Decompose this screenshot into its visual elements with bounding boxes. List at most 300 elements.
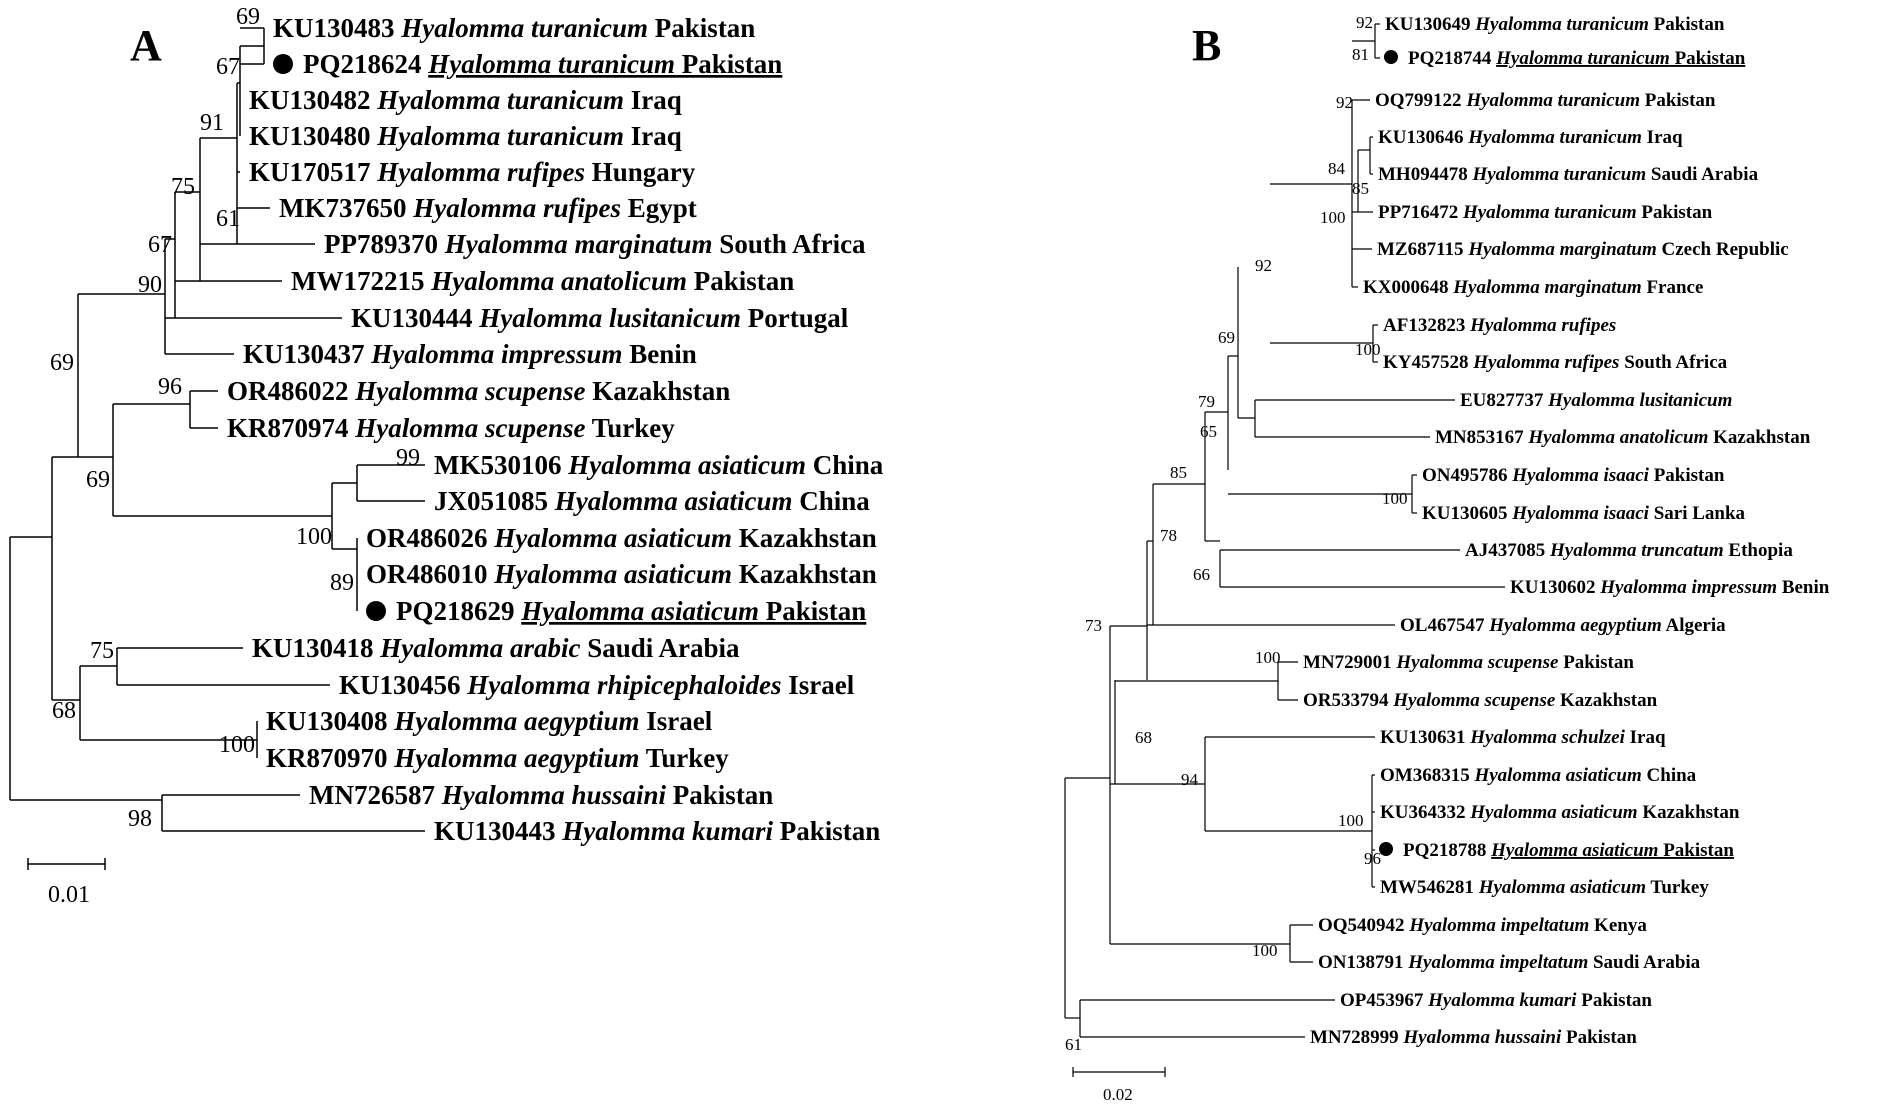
taxon-text — [249, 121, 682, 151]
accession-number: PQ218744 — [1408, 48, 1497, 69]
accession-number: KU130483 — [273, 13, 402, 43]
accession-number: ON495786 — [1422, 465, 1513, 486]
taxon-text — [1375, 90, 1716, 111]
taxon-text — [243, 339, 697, 369]
taxon-label — [351, 303, 849, 333]
accession-number: KU130482 — [249, 85, 378, 115]
location-name: Pakistan — [1658, 840, 1734, 861]
panel-a-tree — [10, 4, 884, 908]
accession-number: OQ799122 — [1375, 90, 1467, 111]
taxon-text — [396, 596, 866, 626]
bootstrap-value: 84 — [1328, 159, 1345, 178]
accession-number: OM368315 — [1380, 765, 1475, 786]
species-name: Hyalomma asiaticum — [1478, 877, 1646, 898]
taxon-text — [1383, 315, 1616, 336]
location-name: Hungary — [585, 157, 696, 187]
study-sample-marker-icon — [1379, 842, 1393, 856]
accession-number: KU130437 — [243, 339, 372, 369]
bootstrap-value: 67 — [148, 232, 172, 258]
species-name: Hyalomma asiaticum — [1470, 802, 1638, 823]
taxon-label — [434, 816, 880, 846]
accession-number: MN729001 — [1303, 652, 1397, 673]
bootstrap-value: 100 — [1320, 208, 1346, 227]
species-name: Hyalomma aegyptium — [1489, 615, 1662, 636]
location-name: Sari Lanka — [1648, 503, 1746, 524]
taxon-text — [1408, 48, 1746, 69]
accession-number: KR870970 — [266, 743, 395, 773]
taxon-text — [303, 49, 782, 79]
taxon-label — [273, 13, 755, 43]
taxon-text — [1435, 427, 1811, 448]
location-name: Kenya — [1589, 915, 1647, 936]
taxon-label — [1340, 990, 1652, 1011]
species-name: Hyalomma scupense — [355, 376, 586, 406]
bootstrap-value: 69 — [50, 350, 74, 376]
bootstrap-value: 85 — [1170, 463, 1187, 482]
bootstrap-value: 78 — [1160, 526, 1177, 545]
species-name: Hyalomma asiaticum — [1474, 765, 1642, 786]
location-name: Algeria — [1661, 615, 1726, 636]
accession-number: KU130646 — [1378, 127, 1469, 148]
taxon-label — [1378, 202, 1713, 223]
species-name: Hyalomma isaaci — [1512, 465, 1649, 486]
taxon-text — [309, 780, 773, 810]
taxon-label — [227, 413, 675, 443]
bootstrap-value: 100 — [219, 732, 255, 758]
taxon-text — [1378, 202, 1713, 223]
location-name: Saudi Arabia — [1646, 164, 1759, 185]
taxon-label — [434, 450, 884, 480]
taxon-label — [1303, 690, 1658, 711]
location-name: Kazakhstan — [1708, 427, 1811, 448]
accession-number: MN728999 — [1310, 1027, 1404, 1048]
taxon-label — [366, 559, 877, 589]
bootstrap-value: 100 — [1382, 489, 1408, 508]
taxon-text — [1378, 164, 1759, 185]
bootstrap-value: 81 — [1352, 45, 1369, 64]
bootstrap-value: 92 — [1336, 93, 1353, 112]
taxon-text — [1422, 465, 1725, 486]
location-name: Pakistan — [1636, 202, 1713, 223]
location-name: Benin — [622, 339, 697, 369]
species-name: Hyalomma marginatum — [1453, 277, 1642, 298]
taxon-text — [1303, 652, 1634, 673]
taxon-label — [1363, 277, 1703, 298]
accession-number: KU130631 — [1380, 727, 1471, 748]
taxon-label — [249, 121, 682, 151]
accession-number: KU130418 — [252, 633, 381, 663]
species-name: Hyalomma anatolicum — [1528, 427, 1709, 448]
species-name: Hyalomma hussaini — [441, 780, 667, 810]
taxon-text — [1310, 1027, 1637, 1048]
location-name: China — [792, 486, 870, 516]
species-name: Hyalomma lusitanicum — [1548, 390, 1733, 411]
taxon-label — [252, 633, 740, 663]
taxon-label — [1380, 877, 1709, 898]
taxon-text — [1510, 577, 1830, 598]
location-name: Pakistan — [1648, 465, 1725, 486]
taxon-text — [249, 85, 682, 115]
species-name: Hyalomma rufipes — [413, 193, 621, 223]
taxon-label — [1377, 239, 1789, 260]
species-name: Hyalomma scupense — [1393, 690, 1556, 711]
taxon-label — [366, 596, 866, 626]
species-name: Hyalomma asiaticum — [568, 450, 807, 480]
species-name: Hyalomma turanicum — [1462, 202, 1637, 223]
bootstrap-value: 91 — [200, 110, 224, 136]
bootstrap-value: 85 — [1352, 179, 1369, 198]
species-name: Hyalomma scupense — [1396, 652, 1559, 673]
location-name: Egypt — [621, 193, 697, 223]
taxon-text — [279, 193, 697, 223]
accession-number: PQ218624 — [303, 49, 429, 79]
location-name: Pakistan — [1561, 1027, 1637, 1048]
taxon-label — [1379, 840, 1734, 861]
taxon-label — [1380, 727, 1666, 748]
bootstrap-value: 75 — [90, 638, 114, 664]
taxon-text — [1318, 915, 1647, 936]
species-name: Hyalomma turanicum — [428, 49, 676, 79]
taxon-label — [1435, 427, 1811, 448]
bootstrap-value: 98 — [128, 806, 152, 832]
location-name: South Africa — [712, 229, 866, 259]
location-name: Pakistan — [1669, 48, 1746, 69]
bootstrap-value: 69 — [1218, 328, 1235, 347]
species-name: Hyalomma lusitanicum — [479, 303, 742, 333]
species-name: Hyalomma asiaticum — [1491, 840, 1659, 861]
accession-number: MN853167 — [1435, 427, 1529, 448]
location-name: China — [806, 450, 884, 480]
accession-number: KU130443 — [434, 816, 563, 846]
taxon-label — [324, 229, 866, 259]
taxon-label — [1318, 952, 1701, 973]
location-name: Turkey — [1646, 877, 1709, 898]
taxon-text — [273, 13, 755, 43]
location-name: Pakistan — [1576, 990, 1652, 1011]
panel-b-label: B — [1192, 21, 1222, 70]
taxon-text — [1383, 352, 1728, 373]
taxon-label — [1383, 315, 1616, 336]
species-name: Hyalomma isaaci — [1512, 503, 1649, 524]
species-name: Hyalomma turanicum — [1472, 164, 1647, 185]
location-name: Pakistan — [675, 49, 783, 79]
taxon-text — [291, 266, 794, 296]
location-name: Pakistan — [1639, 90, 1716, 111]
study-sample-marker-icon — [1384, 50, 1398, 64]
species-name: Hyalomma rufipes — [1470, 315, 1617, 336]
taxon-text — [266, 706, 713, 736]
taxon-text — [434, 450, 884, 480]
taxon-text — [227, 413, 675, 443]
panel-a-label: A — [130, 21, 162, 70]
species-name: Hyalomma asiaticum — [494, 523, 733, 553]
location-name: Kazakhstan — [1555, 690, 1658, 711]
location-name: Pakistan — [648, 13, 756, 43]
accession-number: OR486026 — [366, 523, 495, 553]
study-sample-marker-icon — [273, 54, 293, 74]
species-name: Hyalomma asiaticum — [521, 596, 760, 626]
species-name: Hyalomma impeltatum — [1408, 952, 1589, 973]
location-name: Turkey — [639, 743, 729, 773]
accession-number: KU364332 — [1380, 802, 1471, 823]
species-name: Hyalomma marginatum — [1468, 239, 1657, 260]
location-name: Israel — [781, 670, 855, 700]
species-name: Hyalomma truncatum — [1549, 540, 1724, 561]
bootstrap-value: 66 — [1193, 565, 1210, 584]
accession-number: AJ437085 — [1465, 540, 1550, 561]
accession-number: KU130444 — [351, 303, 480, 333]
bootstrap-value: 96 — [158, 374, 182, 400]
accession-number: MW172215 — [291, 266, 432, 296]
accession-number: KY457528 — [1383, 352, 1474, 373]
taxon-label — [243, 339, 697, 369]
taxon-label — [1375, 90, 1716, 111]
accession-number: KU130649 — [1385, 14, 1476, 35]
taxon-text — [1422, 503, 1746, 524]
accession-number: KU130602 — [1510, 577, 1601, 598]
accession-number: ON138791 — [1318, 952, 1409, 973]
location-name: Iraq — [1624, 727, 1666, 748]
taxon-label — [291, 266, 794, 296]
taxon-text — [1377, 239, 1789, 260]
bootstrap-value: 96 — [1364, 849, 1381, 868]
taxon-text — [1380, 802, 1740, 823]
taxon-label — [366, 523, 877, 553]
species-name: Hyalomma kumari — [1428, 990, 1577, 1011]
location-name: Pakistan — [687, 266, 795, 296]
location-name: Iraq — [1641, 127, 1683, 148]
taxon-text — [249, 157, 696, 187]
location-name: Kazakhstan — [585, 376, 731, 406]
taxon-text — [324, 229, 866, 259]
species-name: Hyalomma impressum — [371, 339, 623, 369]
bootstrap-value: 61 — [1065, 1035, 1082, 1054]
species-name: Hyalomma schulzei — [1470, 727, 1625, 748]
taxon-label — [1318, 915, 1647, 936]
accession-number: MZ687115 — [1377, 239, 1469, 260]
accession-number: PP789370 — [324, 229, 445, 259]
taxon-label — [1380, 802, 1740, 823]
location-name: Pakistan — [759, 596, 867, 626]
taxon-label — [309, 780, 773, 810]
taxon-text — [1400, 615, 1726, 636]
location-name: Iraq — [624, 85, 682, 115]
accession-number: KU130480 — [249, 121, 378, 151]
accession-number: AF132823 — [1383, 315, 1471, 336]
taxon-label — [1378, 164, 1759, 185]
species-name: Hyalomma asiaticum — [494, 559, 733, 589]
species-name: Hyalomma arabic — [380, 633, 581, 663]
accession-number: OL467547 — [1400, 615, 1490, 636]
location-name: Kazakhstan — [732, 523, 877, 553]
taxon-label — [1422, 465, 1725, 486]
location-name: Iraq — [624, 121, 682, 151]
species-name: Hyalomma impeltatum — [1409, 915, 1590, 936]
species-name: Hyalomma turanicum — [377, 85, 625, 115]
bootstrap-value: 73 — [1085, 616, 1102, 635]
taxon-text — [351, 303, 849, 333]
taxon-label — [1380, 765, 1697, 786]
location-name: Benin — [1777, 577, 1830, 598]
taxon-text — [1318, 952, 1701, 973]
scale-bar-label-a: 0.01 — [48, 882, 90, 908]
bootstrap-value: 94 — [1181, 770, 1198, 789]
location-name: China — [1641, 765, 1697, 786]
taxon-text — [339, 670, 855, 700]
accession-number: OR486022 — [227, 376, 356, 406]
study-sample-marker-icon — [366, 601, 386, 621]
location-name: Portugal — [741, 303, 849, 333]
bootstrap-value: 100 — [1338, 811, 1364, 830]
accession-number: OP453967 — [1340, 990, 1429, 1011]
accession-number: JX051085 — [434, 486, 555, 516]
taxon-text — [1378, 127, 1683, 148]
location-name: Turkey — [585, 413, 675, 443]
taxon-text — [252, 633, 740, 663]
location-name: Pakistan — [1648, 14, 1725, 35]
accession-number: OQ540942 — [1318, 915, 1410, 936]
taxon-label — [249, 157, 696, 187]
bootstrap-value: 100 — [296, 524, 332, 550]
species-name: Hyalomma anatolicum — [431, 266, 687, 296]
bootstrap-value: 75 — [171, 174, 195, 200]
accession-number: KR870974 — [227, 413, 356, 443]
taxon-text — [1385, 14, 1725, 35]
taxon-label — [273, 49, 782, 79]
location-name: Israel — [639, 706, 713, 736]
bootstrap-value: 92 — [1356, 13, 1373, 32]
taxon-label — [266, 743, 729, 773]
bootstrap-value: 69 — [86, 467, 110, 493]
accession-number: OR533794 — [1303, 690, 1394, 711]
taxon-text — [434, 816, 880, 846]
accession-number: KU130408 — [266, 706, 395, 736]
bootstrap-value: 89 — [330, 570, 354, 596]
location-name: Pakistan — [773, 816, 881, 846]
location-name: Saudi Arabia — [580, 633, 740, 663]
species-name: Hyalomma rufipes — [377, 157, 585, 187]
bootstrap-value: 100 — [1255, 648, 1281, 667]
taxon-label — [339, 670, 855, 700]
bootstrap-value: 68 — [1135, 728, 1152, 747]
bootstrap-value: 61 — [216, 206, 240, 232]
taxon-text — [1303, 690, 1658, 711]
taxon-label — [1303, 652, 1634, 673]
taxon-text — [1403, 840, 1734, 861]
species-name: Hyalomma impressum — [1600, 577, 1778, 598]
taxon-label — [279, 193, 697, 223]
species-name: Hyalomma hussaini — [1403, 1027, 1562, 1048]
accession-number: KU130605 — [1422, 503, 1513, 524]
species-name: Hyalomma rufipes — [1473, 352, 1620, 373]
bootstrap-value: 100 — [1252, 941, 1278, 960]
taxon-label — [1465, 540, 1793, 561]
species-name: Hyalomma aegyptium — [394, 743, 640, 773]
location-name: Pakistan — [666, 780, 774, 810]
bootstrap-value: 92 — [1255, 256, 1272, 275]
species-name: Hyalomma asiaticum — [554, 486, 793, 516]
location-name: Ethopia — [1723, 540, 1793, 561]
taxon-text — [1460, 390, 1732, 411]
accession-number: MN726587 — [309, 780, 442, 810]
accession-number: KU170517 — [249, 157, 378, 187]
bootstrap-value: 68 — [52, 698, 76, 724]
taxon-label — [434, 486, 870, 516]
species-name: Hyalomma turanicum — [401, 13, 649, 43]
taxon-label — [1422, 503, 1746, 524]
location-name: Saudi Arabia — [1588, 952, 1701, 973]
location-name: France — [1641, 277, 1704, 298]
panel-b-tree — [1065, 13, 1830, 1104]
accession-number: EU827737 — [1460, 390, 1549, 411]
taxon-text — [1340, 990, 1652, 1011]
taxon-text — [366, 523, 877, 553]
taxon-label — [1510, 577, 1830, 598]
accession-number: MW546281 — [1380, 877, 1479, 898]
location-name: South Africa — [1619, 352, 1728, 373]
bootstrap-value: 90 — [138, 272, 162, 298]
accession-number: MH094478 — [1378, 164, 1473, 185]
taxon-text — [1380, 765, 1697, 786]
accession-number: MK737650 — [279, 193, 414, 223]
taxon-label — [249, 85, 682, 115]
taxon-label — [266, 706, 713, 736]
species-name: Hyalomma turanicum — [1466, 90, 1640, 111]
species-name: Hyalomma turanicum — [1475, 14, 1649, 35]
taxon-text — [227, 376, 730, 406]
bootstrap-value: 69 — [236, 4, 260, 30]
species-name: Hyalomma turanicum — [1496, 48, 1670, 69]
species-name: Hyalomma rhipicephaloides — [467, 670, 782, 700]
accession-number: PP716472 — [1378, 202, 1463, 223]
taxon-text — [1380, 877, 1709, 898]
species-name: Hyalomma turanicum — [1468, 127, 1642, 148]
bootstrap-value: 67 — [216, 54, 240, 80]
taxon-text — [366, 559, 877, 589]
taxon-label — [1310, 1027, 1637, 1048]
location-name: Kazakhstan — [1637, 802, 1740, 823]
taxon-label — [1400, 615, 1726, 636]
species-name: Hyalomma aegyptium — [394, 706, 640, 736]
location-name: Kazakhstan — [732, 559, 877, 589]
taxon-label — [1385, 14, 1725, 35]
bootstrap-value: 79 — [1198, 392, 1215, 411]
species-name: Hyalomma scupense — [355, 413, 586, 443]
taxon-label — [1384, 48, 1746, 69]
taxon-text — [1465, 540, 1793, 561]
bootstrap-value: 65 — [1200, 422, 1217, 441]
scale-bar-label-b: 0.02 — [1103, 1085, 1133, 1104]
taxon-text — [434, 486, 870, 516]
location-name: Czech Republic — [1656, 239, 1789, 260]
taxon-text — [1363, 277, 1703, 298]
taxon-label — [1378, 127, 1683, 148]
accession-number: KU130456 — [339, 670, 468, 700]
accession-number: PQ218788 — [1403, 840, 1492, 861]
taxon-text — [1380, 727, 1666, 748]
accession-number: OR486010 — [366, 559, 495, 589]
species-name: Hyalomma marginatum — [444, 229, 713, 259]
accession-number: KX000648 — [1363, 277, 1454, 298]
taxon-text — [266, 743, 729, 773]
taxon-label — [1383, 352, 1728, 373]
species-name: Hyalomma turanicum — [377, 121, 625, 151]
accession-number: PQ218629 — [396, 596, 522, 626]
species-name: Hyalomma kumari — [562, 816, 774, 846]
bootstrap-value: 99 — [396, 445, 420, 471]
bootstrap-value: 100 — [1355, 340, 1381, 359]
accession-number: MK530106 — [434, 450, 569, 480]
